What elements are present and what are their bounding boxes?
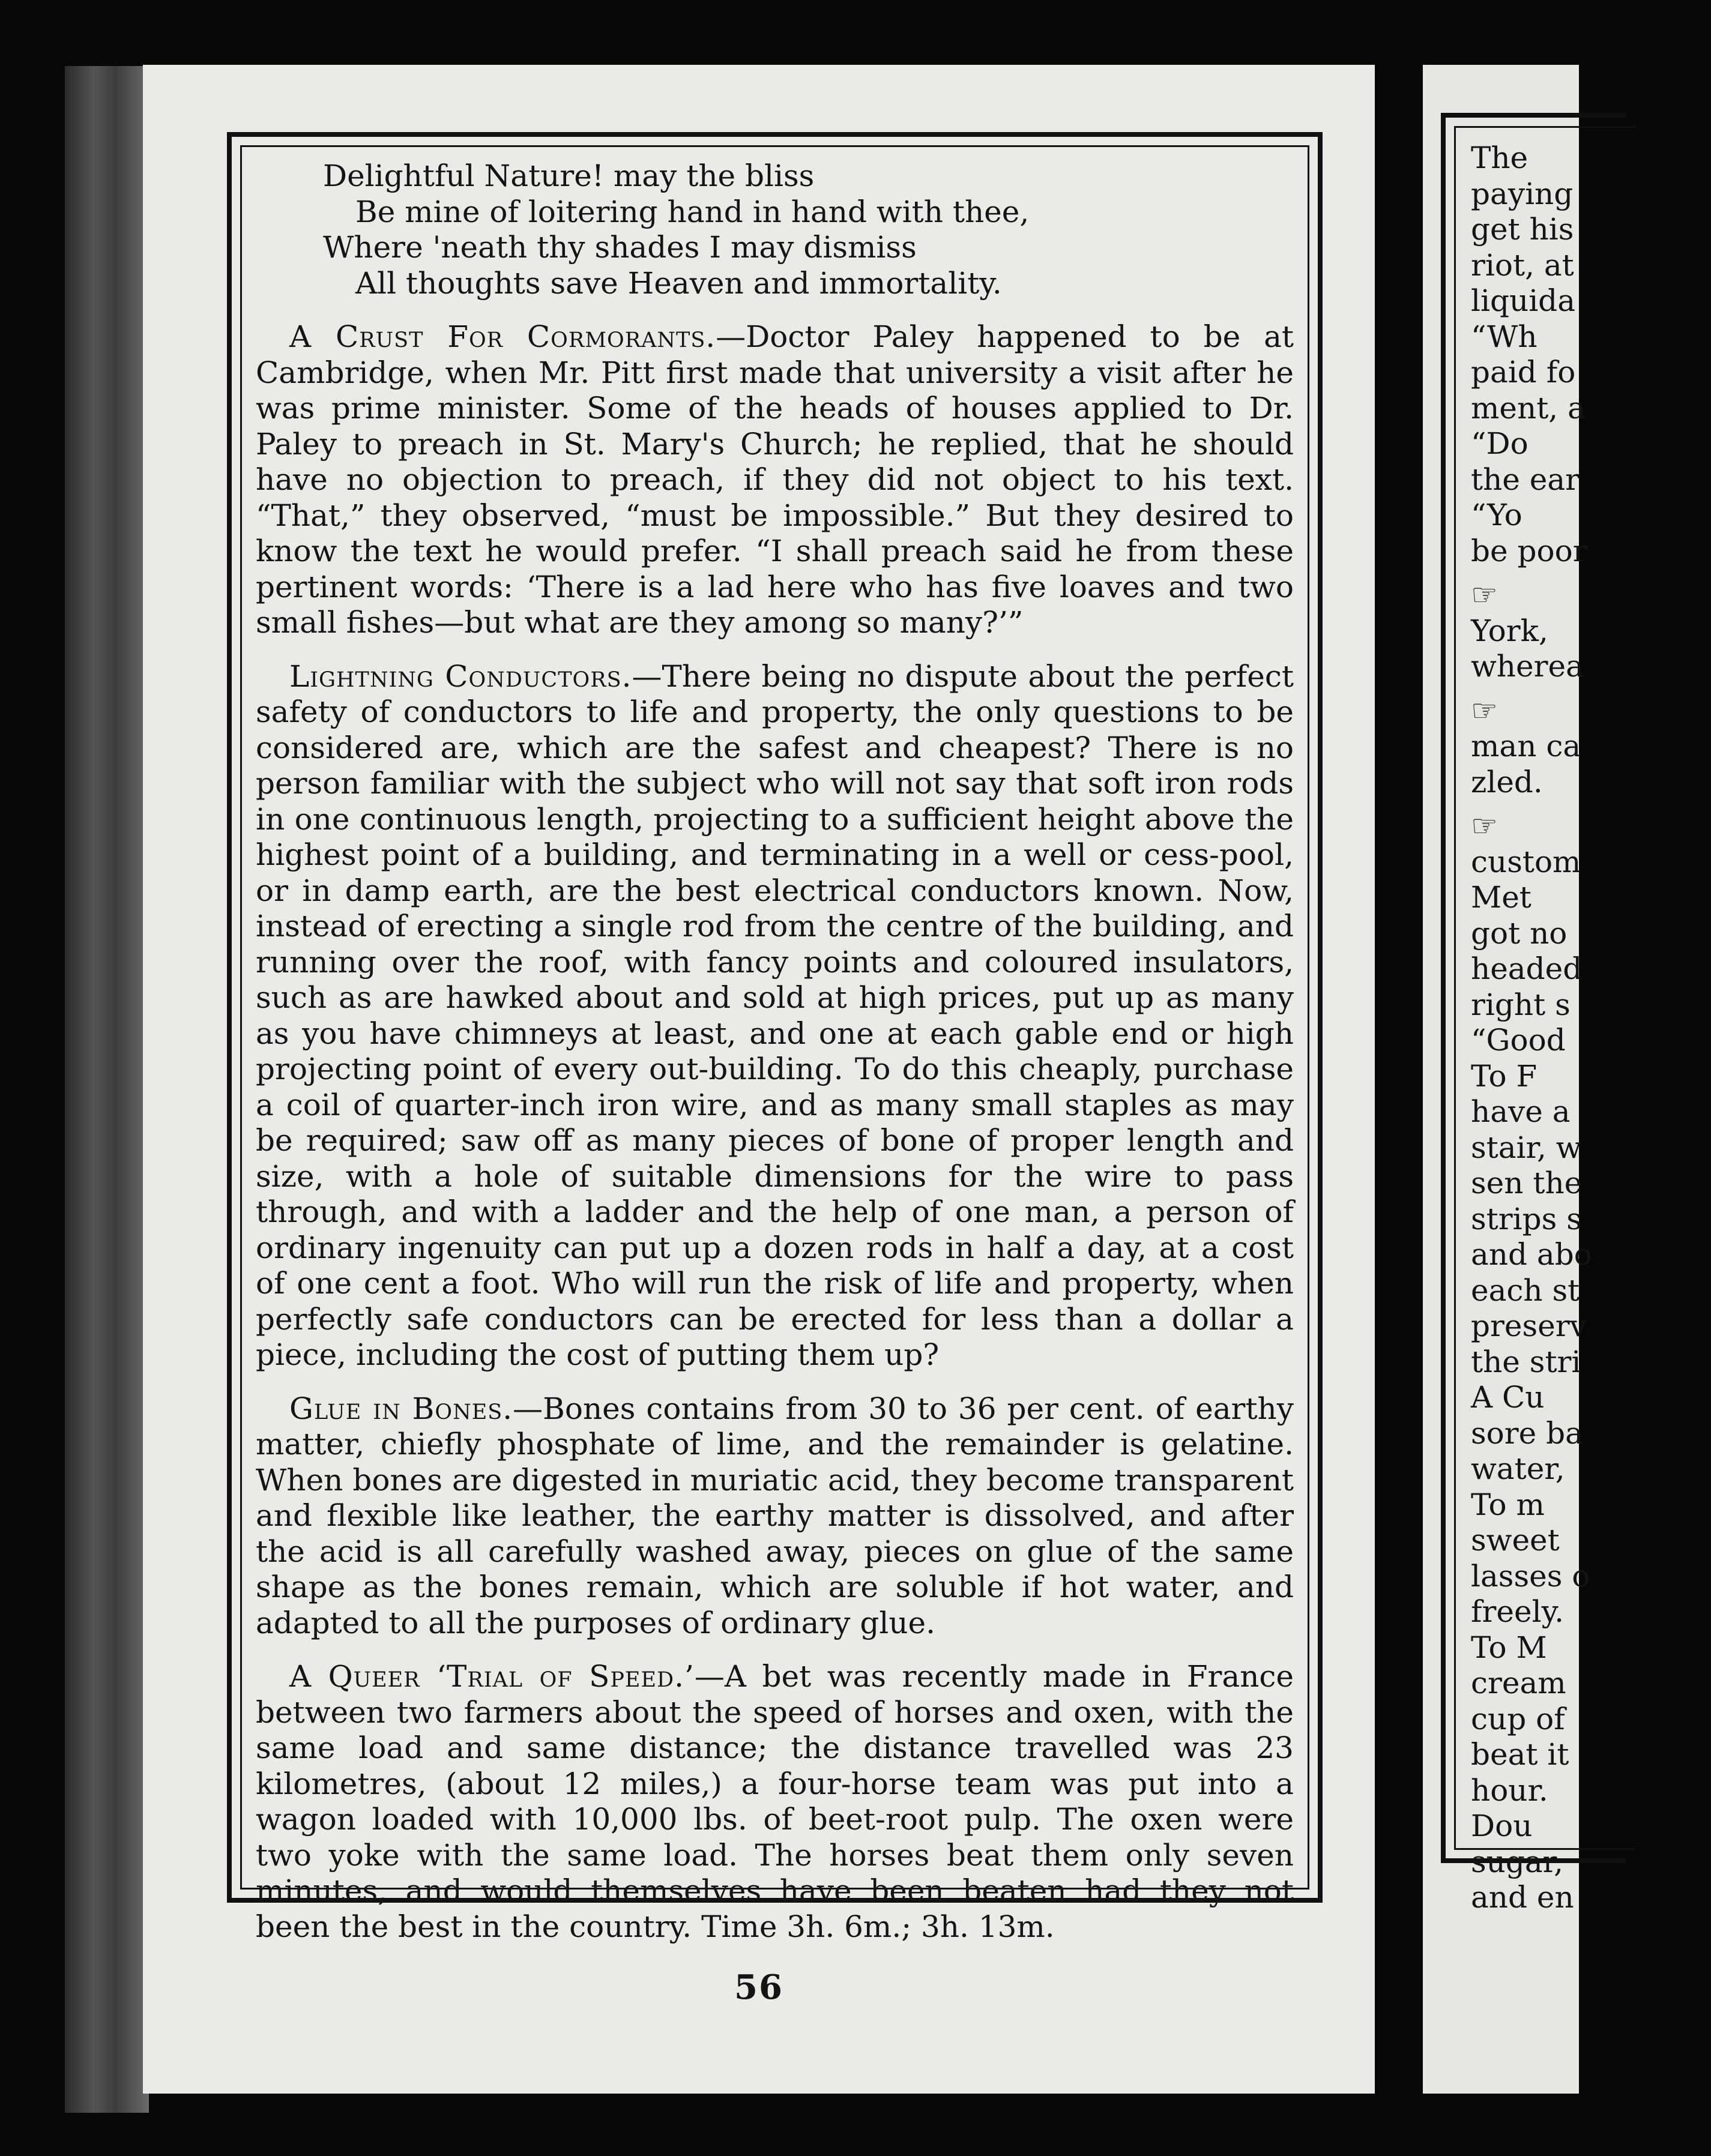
right-page-line: A Cu — [1471, 1380, 1545, 1415]
article-glue-in-bones — [256, 1391, 1294, 1642]
right-page-line: paying — [1471, 176, 1574, 211]
right-page-line: liquida — [1471, 283, 1575, 318]
em-dash: — — [632, 658, 662, 694]
right-page-line: freely. — [1471, 1594, 1565, 1629]
right-page-line: cream — [1471, 1666, 1566, 1700]
right-page-line: “Wh — [1471, 319, 1537, 354]
article-body: There being no dispute about the perfect safety of conductors to life and property, the only questions to be considered are, which are the safest and cheapest? There is no person familiar with the subject who will not say that soft iron rods in one continuous length, projecting to a sufficient height above the highest point of a building, and terminating in a well or cess-pool, or in damp earth, are the best electrical conductors known. Now, instead of erecting a single rod from the centre of the building, and running over the roof, with fancy points and coloured insulators, such as are hawked about and sold at high prices, put up as many as you have chimneys at least, and one at each gable end or high projecting point of every out-building. To do this cheaply, purchase a coil of quarter-inch iron wire, and as many small staples as may be required; saw off as many pieces of bone of proper length and size, with a hole of suitable dimensions for the wire to pass through, and with a ladder and the help of one man, a person of ordinary ingenuity can put up a dozen rods in half a day, at a cost of one cent a foot. Who will run the risk of life and property, when perfectly safe conductors can be erected for less than a dollar a piece, including the cost of putting them up? — [256, 658, 1294, 1372]
article-body: Doctor Paley happened to be at Cambridge, when Mr. Pitt first made that university a visit after he was prime minister. Some of the heads of houses applied to Dr. Paley to preach in St. Mary's Church; he replied, that he should have no objection to preach, if they did not object to his text. “That,” they observed, “must be impossible.” But they desired to know the text he would prefer. “I shall preach said he from these pertinent words: ‘There is a lad here who has five loaves and two small fishes—but what are they among so many?’” — [256, 319, 1294, 640]
right-page-line: and abo — [1471, 1237, 1592, 1272]
right-page-line: wherea — [1471, 649, 1584, 684]
article-heading: Lightning Conductors. — [289, 658, 632, 694]
right-page-line: cup of — [1471, 1701, 1565, 1736]
article-heading: A Crust For Cormorants. — [289, 319, 716, 354]
right-page-line: strips s — [1471, 1201, 1582, 1236]
right-page-line — [1471, 569, 1711, 577]
right-page-line: Dou — [1471, 1808, 1533, 1843]
right-page-line: custom — [1471, 844, 1581, 879]
right-page-fragment — [1423, 65, 1592, 2094]
right-page-line: each st — [1471, 1272, 1580, 1308]
article-heading: A Queer ‘Trial of Speed.’ — [289, 1659, 695, 1694]
article-lightning-conductors — [256, 659, 1294, 1373]
right-page-line: stair, w — [1471, 1130, 1582, 1165]
right-page-line: sugar, — [1471, 1844, 1563, 1879]
article-body: Bones contains from 30 to 36 per cent. of earthy matter, chiefly phosphate of lime, and the remainder is gelatine. When bones are digested in muriatic acid, they become transparent and flexible like leather, the earthy matter is dissolved, and after the acid is all carefully washed away, pieces on glue of the same shape as the bones remain, which are soluble if hot water, and adapted to all the purposes of ordinary glue. — [256, 1391, 1294, 1640]
poem — [256, 158, 1294, 301]
right-page-text — [1471, 140, 1711, 1916]
right-page-line: water, — [1471, 1451, 1565, 1486]
right-page-line: ☞ — [1471, 693, 1498, 728]
em-dash: — — [513, 1391, 543, 1426]
page-number: 56 — [734, 1968, 783, 2007]
right-page-line: hour. — [1471, 1772, 1548, 1808]
article-heading: Glue in Bones. — [289, 1391, 513, 1426]
poem-line: Delightful Nature! may the bliss — [323, 158, 815, 193]
right-page-line: zled. — [1471, 764, 1543, 799]
right-page-line: preserv — [1471, 1308, 1587, 1343]
em-dash: — — [716, 319, 746, 354]
poem-line: Where 'neath thy shades I may dismiss — [323, 230, 917, 265]
right-page-line: sweet — [1471, 1523, 1560, 1558]
right-page-line: “Yo — [1471, 498, 1522, 532]
right-page-line: ☞ — [1471, 577, 1498, 612]
right-page-line: To F — [1471, 1058, 1537, 1094]
article-body: A bet was recently made in France between two farmers about the speed of horses and oxen, with the same load and same distance; the distance travelled was 23 kilometres, (about 12 miles,) a four-horse team was put into a wagon loaded with 10,000 lbs. of beet-root pulp. The oxen were two yoke with the same load. The horses beat them only seven minutes, and would themselves have been beaten had they not been the best in the country. Time 3h. 6m.; 3h. 13m. — [256, 1659, 1294, 1944]
right-page-line: beat it — [1471, 1737, 1569, 1772]
right-page-line: sore ba — [1471, 1415, 1583, 1451]
right-page-line: To M — [1471, 1630, 1547, 1665]
right-page-line: man ca — [1471, 729, 1581, 763]
right-page-line: have a — [1471, 1094, 1571, 1129]
right-page-line — [1471, 800, 1711, 808]
right-page-line: get his — [1471, 212, 1574, 247]
book-spine — [65, 66, 149, 2113]
right-page-line: lasses o — [1471, 1558, 1590, 1594]
poem-line: All thoughts save Heaven and immortality. — [355, 265, 1002, 301]
right-page-line: To m — [1471, 1487, 1545, 1522]
right-page-line: got no — [1471, 915, 1568, 951]
right-page-line: paid fo — [1471, 355, 1576, 390]
poem-line: Be mine of loitering hand in hand with thee, — [355, 194, 1030, 229]
right-page-line: be poor — [1471, 533, 1587, 568]
page-border — [227, 132, 1323, 1944]
right-page-line: headed — [1471, 951, 1583, 986]
right-page-line: ☞ — [1471, 808, 1498, 843]
right-page-line: and en — [1471, 1880, 1574, 1915]
right-page-line: “Do — [1471, 426, 1528, 461]
right-page-border — [1441, 113, 1626, 1915]
article-trial-of-speed — [256, 1659, 1294, 1945]
left-page — [143, 65, 1375, 2094]
right-page-line: The — [1471, 140, 1528, 175]
right-page-line — [1471, 685, 1711, 693]
article-cormorants — [256, 319, 1294, 641]
right-page-line: right s — [1471, 987, 1571, 1022]
right-page-line: “Good — [1471, 1023, 1566, 1058]
right-page-line: the ear — [1471, 462, 1580, 497]
right-page-line: the stri — [1471, 1344, 1581, 1379]
right-page-line: sen the — [1471, 1166, 1583, 1200]
right-page-line: Met — [1471, 880, 1531, 915]
page-content — [256, 158, 1294, 1944]
em-dash: — — [694, 1659, 725, 1694]
right-page-line: riot, at — [1471, 247, 1574, 283]
right-page-line: ment, a — [1471, 390, 1586, 426]
right-page-line: York, — [1471, 613, 1548, 648]
